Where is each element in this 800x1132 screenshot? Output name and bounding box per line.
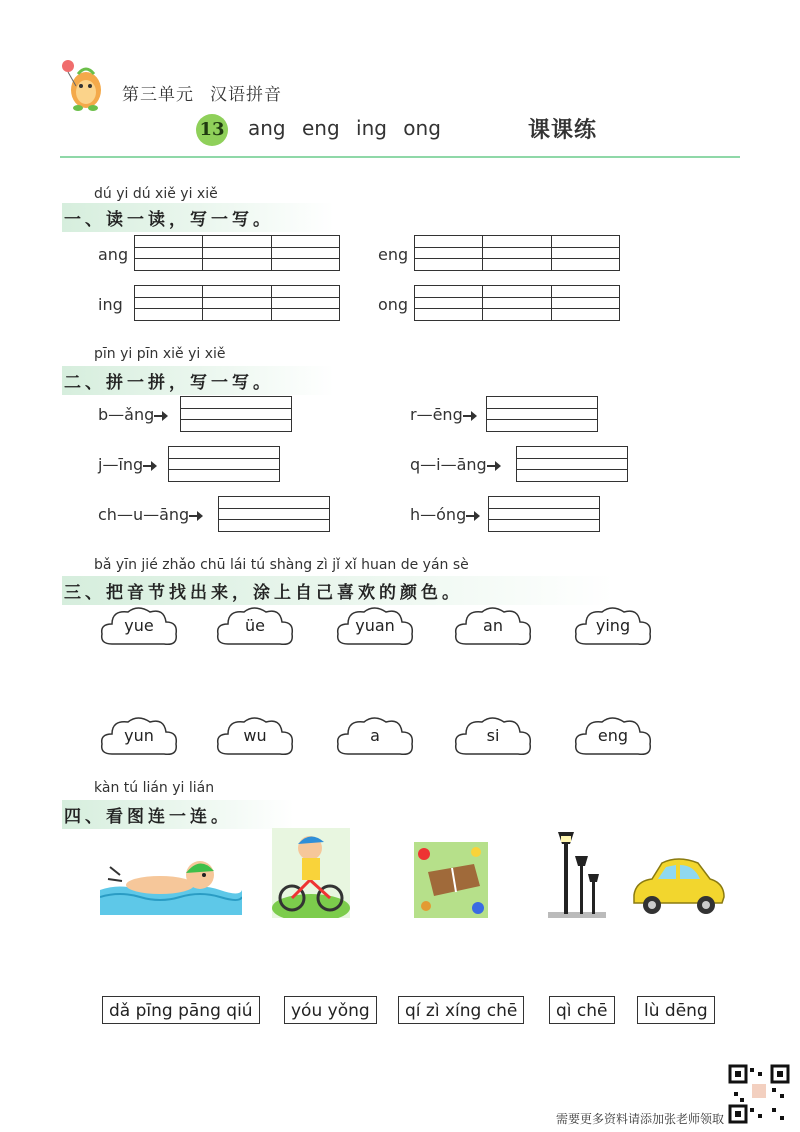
writing-box[interactable] bbox=[486, 396, 598, 432]
ping-pong-icon bbox=[414, 842, 488, 918]
spell-label: q—i—āng bbox=[410, 455, 487, 474]
section2-pinyin: pīn yi pīn xiě yi xiě bbox=[94, 346, 226, 362]
row-label: eng bbox=[378, 245, 409, 264]
mascot-icon bbox=[58, 56, 110, 114]
spell-item bbox=[98, 505, 199, 524]
spell-label: j—īng bbox=[98, 455, 144, 474]
arrow-icon bbox=[189, 515, 199, 517]
syllable-label: yun bbox=[124, 726, 154, 745]
section2-title: 二、拼一拼，写一写。 bbox=[62, 366, 334, 395]
syllable-label: si bbox=[486, 726, 500, 745]
word-card[interactable]: qì chē bbox=[549, 996, 615, 1024]
writing-box[interactable] bbox=[168, 446, 280, 482]
syllable-cloud[interactable] bbox=[334, 604, 416, 650]
street-lamp-icon bbox=[548, 828, 606, 918]
syllable-cloud[interactable] bbox=[334, 714, 416, 760]
syllable-cloud[interactable] bbox=[214, 714, 296, 760]
row-label: ong bbox=[378, 295, 409, 314]
syllable-cloud[interactable] bbox=[98, 604, 180, 650]
writing-box[interactable] bbox=[488, 496, 600, 532]
arrow-icon bbox=[143, 465, 153, 467]
syllable-cloud[interactable] bbox=[572, 604, 654, 650]
swimming-icon bbox=[100, 845, 242, 915]
syllable-label: an bbox=[483, 616, 503, 635]
spell-item bbox=[410, 455, 497, 474]
word-card[interactable]: qí zì xíng chē bbox=[398, 996, 524, 1024]
arrow-icon bbox=[466, 515, 476, 517]
spell-label: ch—u—āng bbox=[98, 505, 190, 524]
arrow-icon bbox=[463, 415, 473, 417]
syllable-label: a bbox=[370, 726, 380, 745]
word-card[interactable]: yóu yǒng bbox=[284, 996, 377, 1024]
row-label: ing bbox=[98, 295, 123, 314]
qr-code-icon bbox=[728, 1064, 790, 1124]
section3-pinyin: bǎ yīn jié zhǎo chū lái tú shàng zì jǐ xǐ huan de yán sè bbox=[94, 557, 469, 573]
syllable-label: yue bbox=[124, 616, 154, 635]
lesson-tag: 课课练 bbox=[528, 118, 598, 143]
writing-box[interactable] bbox=[134, 285, 340, 321]
syllable-cloud[interactable] bbox=[452, 714, 534, 760]
section4-title: 四、看图连一连。 bbox=[62, 800, 294, 829]
writing-box[interactable] bbox=[218, 496, 330, 532]
syllable-cloud[interactable] bbox=[214, 604, 296, 650]
writing-box[interactable] bbox=[180, 396, 292, 432]
spell-item bbox=[410, 405, 473, 424]
syllable-cloud[interactable] bbox=[98, 714, 180, 760]
syllable-label: yuan bbox=[355, 616, 395, 635]
spell-item bbox=[98, 455, 153, 474]
arrow-icon bbox=[154, 415, 164, 417]
word-card[interactable]: lù dēng bbox=[637, 996, 715, 1024]
section1-pinyin: dú yi dú xiě yi xiě bbox=[94, 186, 218, 202]
arrow-icon bbox=[487, 465, 497, 467]
cycling-icon bbox=[272, 828, 350, 918]
spell-label: r—ēng bbox=[410, 405, 463, 424]
word-card[interactable]: dǎ pīng pāng qiú bbox=[102, 996, 260, 1024]
syllable-cloud[interactable] bbox=[452, 604, 534, 650]
section3-title: 三、把音节找出来，涂上自己喜欢的颜色。 bbox=[62, 576, 614, 605]
spell-item bbox=[410, 505, 476, 524]
spell-item bbox=[98, 405, 164, 424]
syllable-cloud[interactable] bbox=[572, 714, 654, 760]
syllable-label: ying bbox=[595, 616, 631, 635]
footer-note: 需要更多资料请添加张老师领取 bbox=[556, 1112, 725, 1126]
header-divider bbox=[60, 156, 740, 158]
row-label: ang bbox=[98, 245, 129, 264]
writing-box[interactable] bbox=[414, 235, 620, 271]
writing-box[interactable] bbox=[516, 446, 628, 482]
writing-box[interactable] bbox=[414, 285, 620, 321]
spell-label: h—óng bbox=[410, 505, 467, 524]
writing-box[interactable] bbox=[134, 235, 340, 271]
section1-title: 一、读一读，写一写。 bbox=[62, 203, 334, 232]
lesson-number-badge: 13 bbox=[196, 114, 228, 146]
spell-label: b—ǎng bbox=[98, 405, 155, 424]
syllable-label: üe bbox=[245, 616, 265, 635]
syllable-label: wu bbox=[243, 726, 267, 745]
section4-pinyin: kàn tú lián yi lián bbox=[94, 780, 215, 796]
car-icon bbox=[628, 855, 728, 917]
lesson-title: ang eng ing ong bbox=[248, 116, 441, 140]
unit-heading: 第三单元 汉语拼音 bbox=[122, 85, 282, 105]
syllable-label: eng bbox=[597, 726, 629, 745]
